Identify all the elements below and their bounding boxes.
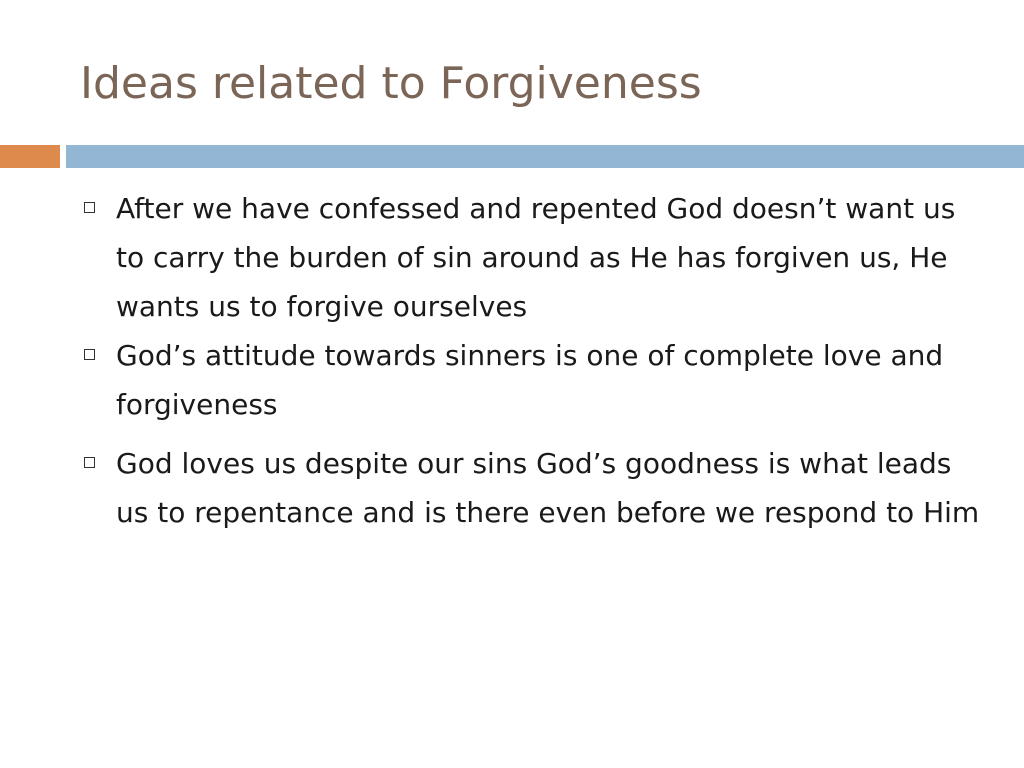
title-rule-orange-segment bbox=[0, 145, 60, 168]
bullet-text: After we have confessed and repented God doesn’t want us to carry the burden of sin around as He has forgiven us, He wants us to forgive ourselves bbox=[116, 192, 956, 323]
square-bullet-icon bbox=[84, 349, 95, 360]
bullet-item bbox=[80, 331, 990, 429]
square-bullet-icon bbox=[84, 457, 95, 468]
bullet-text: God loves us despite our sins God’s goodness is what leads us to repentance and is there even before we respond to Him bbox=[116, 447, 980, 529]
slide-title: Ideas related to Forgiveness bbox=[80, 58, 702, 109]
bullet-item bbox=[80, 184, 990, 331]
bullet-list bbox=[80, 184, 990, 537]
square-bullet-icon bbox=[84, 202, 95, 213]
title-rule-blue-segment bbox=[66, 145, 1024, 168]
bullet-text: God’s attitude towards sinners is one of complete love and forgiveness bbox=[116, 339, 944, 421]
bullet-item bbox=[80, 439, 990, 537]
